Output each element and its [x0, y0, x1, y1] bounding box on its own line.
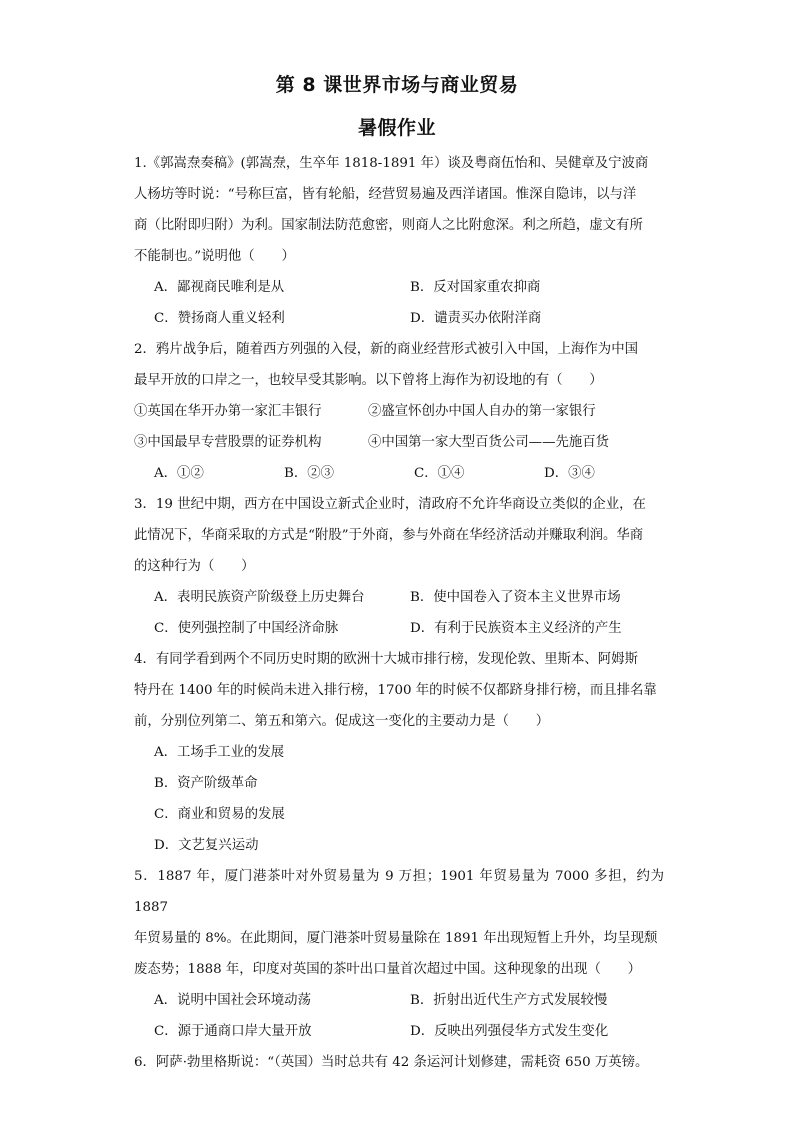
- question-line: 不能制也。”说明他（ ）: [134, 249, 295, 264]
- option-c[interactable]: C．①④: [414, 466, 465, 481]
- option-d[interactable]: D．文艺复兴运动: [154, 838, 259, 853]
- question-1: [134, 148, 664, 334]
- statement-1: ①英国在华开办第一家汇丰银行: [134, 404, 322, 419]
- question-5: [134, 861, 664, 1047]
- option-d[interactable]: D．有利于民族资本主义经济的产生: [410, 621, 622, 636]
- options-grid: [134, 582, 664, 644]
- question-line: 6．阿萨·勃里格斯说：“（英国）当时总共有 42 条运河计划修建，需耗资 650 万英镑。: [134, 1055, 649, 1070]
- option-a[interactable]: A．工场手工业的发展: [154, 745, 285, 760]
- question-line: 2．鸦片战争后，随着西方列强的入侵，新的商业经营形式被引入中国，上海作为中国: [134, 342, 638, 357]
- option-d[interactable]: D．谴责买办依附洋商: [410, 311, 542, 326]
- page-subtitle: 暑假作业: [357, 117, 436, 139]
- question-line: 3．19 世纪中期，西方在中国设立新式企业时，清政府不允许华商设立类似的企业，在: [134, 497, 646, 512]
- option-c[interactable]: C．使列强控制了中国经济命脉: [154, 621, 339, 636]
- page-title: 第 8 课世界市场与商业贸易: [275, 74, 519, 96]
- question-line: 人杨坊等时说：“号称巨富，皆有轮船，经营贸易遍及西洋诸国。惟深自隐讳，以与洋: [134, 187, 637, 202]
- option-a[interactable]: A．说明中国社会环境动荡: [154, 993, 311, 1008]
- question-3: [134, 489, 664, 644]
- question-line: 前，分别位列第二、第五和第六。促成这一变化的主要动力是（ ）: [134, 714, 550, 729]
- options-grid: [134, 272, 664, 334]
- option-a[interactable]: A．表明民族资产阶级登上历史舞台: [154, 590, 365, 605]
- question-line: 特丹在 1400 年的时候尚未进入排行榜，1700 年的时候不仅都跻身排行榜，而且排名靠: [134, 683, 657, 698]
- question-line: 1.《郭嵩焘奏稿》(郭嵩焘，生卒年 1818-1891 年）谈及粤商伍怡和、吴健章及宁波商: [134, 156, 649, 171]
- question-line: 废态势；1888 年，印度对英国的茶叶出口量首次超过中国。这种现象的出现（ ）: [134, 962, 642, 977]
- option-d[interactable]: D．反映出列强侵华方式发生变化: [410, 1024, 609, 1039]
- option-b[interactable]: B．折射出近代生产方式发展较慢: [410, 993, 608, 1008]
- option-c[interactable]: C．源于通商口岸大量开放: [154, 1024, 312, 1039]
- question-line: 5．1887 年，厦门港茶叶对外贸易量为 9 万担；1901 年贸易量为 7000 多担，约为 1887: [134, 869, 664, 915]
- question-line: 此情况下，华商采取的方式是“附股”于外商，参与外商在华经济活动并赚取利润。华商: [134, 528, 644, 543]
- statement-4: ④中国第一家大型百货公司——先施百货: [368, 435, 610, 450]
- option-b[interactable]: B．资产阶级革命: [154, 776, 258, 791]
- statement-3: ③中国最早专营股票的证券机构: [134, 435, 322, 450]
- question-6: [134, 1047, 664, 1078]
- option-d[interactable]: D．③④: [544, 466, 595, 481]
- option-c[interactable]: C．商业和贸易的发展: [154, 807, 285, 822]
- options-list: [134, 737, 664, 861]
- option-b[interactable]: B．使中国卷入了资本主义世界市场: [410, 590, 621, 605]
- option-a[interactable]: A．鄙视商民唯利是从: [154, 280, 285, 295]
- option-a[interactable]: A．①②: [154, 466, 204, 481]
- question-2: [134, 334, 664, 489]
- option-c[interactable]: C．赞扬商人重义轻利: [154, 311, 285, 326]
- option-b[interactable]: B．反对国家重农抑商: [410, 280, 541, 295]
- question-line: 的这种行为（ ）: [134, 559, 255, 574]
- statements-grid: [134, 396, 664, 458]
- question-line: 年贸易量的 8%。在此期间，厦门港茶叶贸易量除在 1891 年出现短暂上升外，均呈现颓: [134, 931, 658, 946]
- question-line: 最早开放的口岸之一，也较早受其影响。以下曾将上海作为初设地的有（ ）: [134, 373, 603, 388]
- question-4: [134, 644, 664, 861]
- statement-2: ②盛宣怀创办中国人自办的第一家银行: [368, 404, 596, 419]
- question-list: [134, 148, 664, 1078]
- options-grid: [134, 985, 664, 1047]
- options-row: [134, 458, 664, 489]
- option-b[interactable]: B．②③: [284, 466, 335, 481]
- question-line: 商（比附即归附）为利。国家制法防范愈密，则商人之比附愈深。利之所趋，虚文有所: [134, 218, 643, 233]
- question-line: 4．有同学看到两个不同历史时期的欧洲十大城市排行榜，发现伦敦、里斯本、阿姆斯: [134, 652, 638, 667]
